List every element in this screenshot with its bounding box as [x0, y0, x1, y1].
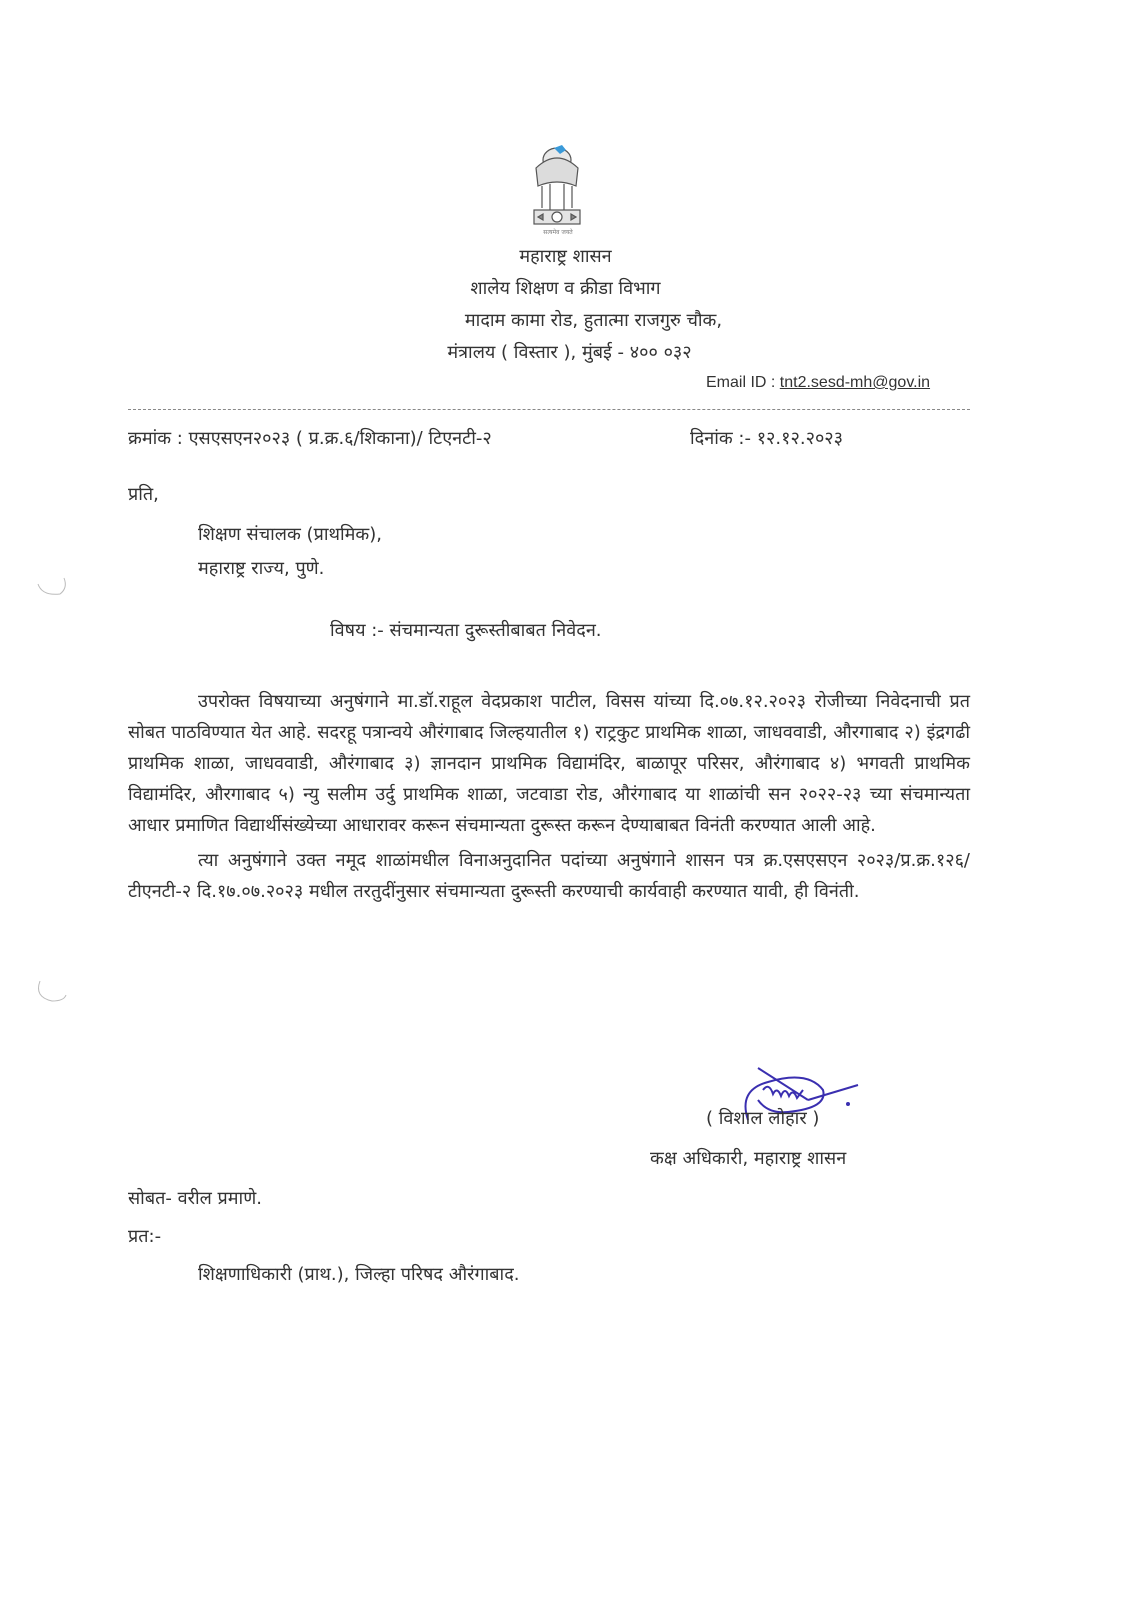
- subject-line: विषय :- संचमान्यता दुरूस्तीबाबत निवेदन.: [330, 620, 602, 641]
- email-line: [706, 374, 930, 392]
- email-link[interactable]: tnt2.sesd-mh@gov.in: [779, 374, 931, 391]
- copy-label: प्रत:-: [128, 1226, 162, 1247]
- state-emblem-icon: [516, 138, 598, 238]
- header-divider: [128, 409, 970, 410]
- copy-to: शिक्षणाधिकारी (प्राथ.), जिल्हा परिषद औरंगाबाद.: [198, 1264, 520, 1285]
- signatory-name: ( विशाल लोहार ): [706, 1108, 820, 1129]
- punch-hole-mark: [30, 570, 70, 600]
- address-line-1: मादाम कामा रोड, हुतात्मा राजगुरु चौक,: [464, 310, 723, 331]
- recipient-line-2: महाराष्ट्र राज्य, पुणे.: [198, 558, 325, 579]
- signatory-designation: कक्ष अधिकारी, महाराष्ट्र शासन: [650, 1148, 847, 1169]
- address-line-2: मंत्रालय ( विस्तार ), मुंबई - ४०० ०३२: [447, 342, 692, 363]
- recipient-line-1: शिक्षण संचालक (प्राथमिक),: [198, 524, 382, 545]
- letter-body: [128, 686, 970, 907]
- body-paragraph-2: त्या अनुषंगाने उक्त नमूद शाळांमधील विनाअनुदानित पदांच्या अनुषंगाने शासन पत्र क्र.एसएसएन २०२३/प्र.क्र.१२६/टीएनटी-२ दि.१७.०७.२०२३ मधील तरतुदींनुसार संचमान्यता दुरूस्ती करण्याची कार्यवाही करण्यात यावी, ही विनंती.: [128, 850, 970, 902]
- government-name: महाराष्ट्र शासन: [519, 246, 612, 267]
- letter-date: दिनांक :- १२.१२.२०२३: [690, 428, 844, 449]
- reference-number: क्रमांक : एसएसएन२०२३ ( प्र.क्र.६/शिकाना)/ टिएनटी-२: [128, 428, 492, 449]
- emblem-caption: सत्यमेव जयते: [543, 229, 573, 236]
- department-name: शालेय शिक्षण व क्रीडा विभाग: [470, 278, 661, 299]
- body-paragraph-1: उपरोक्त विषयाच्या अनुषंगाने मा.डॉ.राहूल वेदप्रकाश पाटील, विसस यांच्या दि.०७.१२.२०२३ रोजीच्या निवेदनाची प्रत सोबत पाठविण्यात येत आहे. सदरहू पत्रान्वये औरंगाबाद जिल्हयातील १) राट्रकुट प्राथमिक शाळा, जाधववाडी, औरगाबाद २) इंद्रगढी प्राथमिक शाळा, जाधववाडी, औरंगाबाद ३) ज्ञानदान प्राथमिक विद्यामंदिर, बाळापूर परिसर, औरंगाबाद ४) भगवती प्राथमिक विद्यामंदिर, औरगाबाद ५) न्यु सलीम उर्दु प्राथमिक शाळा, जटवाडा रोड, औरंगाबाद या शाळांची सन २०२२-२३ च्या संचमान्यता आधार प्रमाणित विद्यार्थीसंख्येच्या आधारावर करून संचमान्यता दुरूस्त करून देण्याबाबत विनंती करण्यात आली आहे.: [128, 691, 970, 836]
- email-label: Email ID :: [706, 374, 780, 391]
- enclosure-note: सोबत- वरील प्रमाणे.: [128, 1188, 262, 1209]
- recipient-salutation: प्रति,: [128, 484, 159, 505]
- punch-hole-mark: [30, 975, 70, 1005]
